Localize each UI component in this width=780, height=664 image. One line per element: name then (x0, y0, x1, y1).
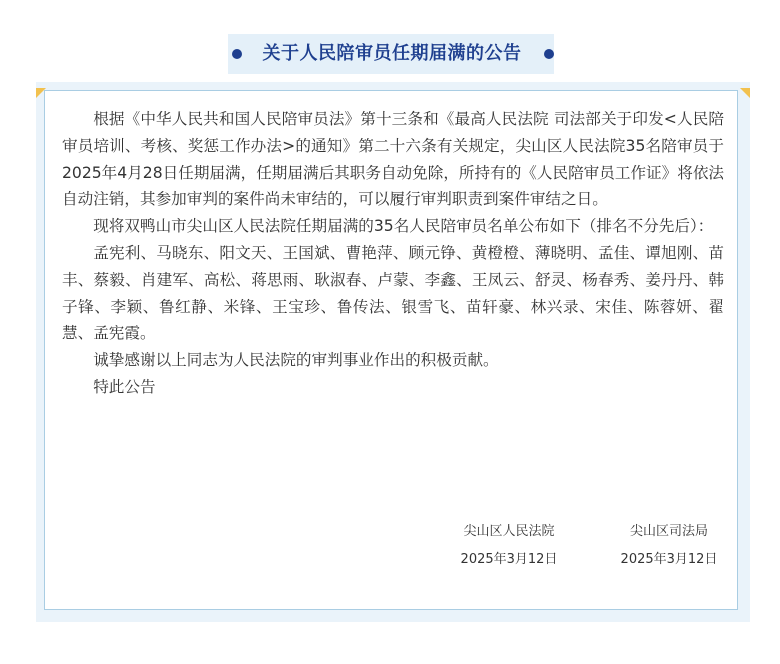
title-dot-right-icon (544, 49, 554, 59)
signature-org: 尖山区司法局 (629, 524, 708, 539)
paragraph-name-list: 孟宪利、马晓东、阳文天、王国斌、曹艳萍、顾元铮、黄橙橙、薄晓明、孟佳、谭旭刚、苗丰、蔡毅、肖建军、高松、蒋思雨、耿淑春、卢蒙、李鑫、王凤云、舒灵、杨春秀、姜丹丹、韩子锋、李颖、鲁红静、米锋、王宝珍、鲁传法、银雪飞、苗轩豪、林兴录、宋佳、陈蓉妍、翟慧、孟宪霞。 (62, 243, 724, 343)
paragraph-list-intro: 现将双鸭山市尖山区人民法院任期届满的35名人民陪审员名单公布如下（排名不分先后）： (93, 217, 714, 236)
paragraph-closing: 特此公告 (93, 377, 156, 396)
signature-court (434, 518, 584, 574)
signature-date: 2025年3月12日 (460, 552, 558, 567)
notice-body (62, 106, 724, 401)
paragraph-thanks: 诚挚感谢以上同志为人民法院的审判事业作出的积极贡献。 (93, 351, 499, 370)
signature-org: 尖山区人民法院 (463, 524, 555, 539)
corner-accent-right (740, 88, 750, 98)
signature-date: 2025年3月12日 (620, 552, 718, 567)
title-dot-left-icon (232, 49, 242, 59)
paragraph-legal-basis: 根据《中华人民共和国人民陪审员法》第十三条和《最高人民法院 司法部关于印发<人民陪审员培训、考核、奖惩工作办法>的通知》第二十六条有关规定，尖山区人民法院35名陪审员于2025年4月28日任期届满，任期届满后其职务自动免除，所持有的《人民陪审员工作证》将依法自动注销，其参加审判的案件尚未审结的，可以履行审判职责到案件审结之日。 (62, 110, 725, 209)
notice-title: 关于人民陪审员任期届满的公告 (262, 43, 522, 64)
signature-justice-bureau (594, 518, 744, 574)
